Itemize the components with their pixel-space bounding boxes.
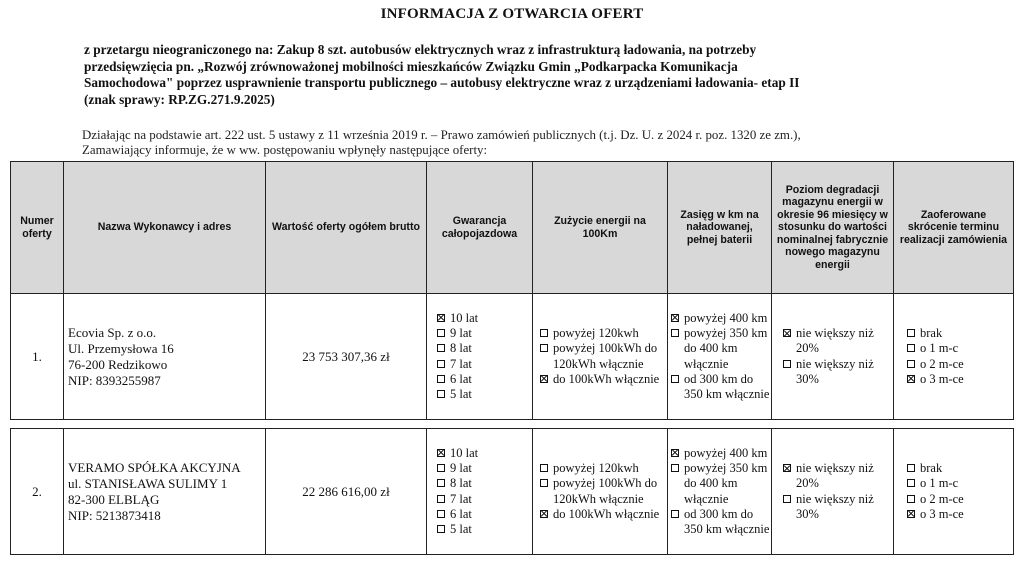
contractor-line: 76-200 Redzikowo [68,356,168,372]
option-label: powyżej 350 km do 400 km włącznie [684,461,768,506]
empty-box-icon [437,525,445,533]
option-label: powyżej 400 km [684,445,768,460]
empty-box-icon [437,390,445,398]
contractor-line: 82-300 ELBLĄG [68,491,160,507]
empty-box-icon [907,360,915,368]
contractor-line: VERAMO SPÓŁKA AKCYJNA [68,459,241,475]
option-item [670,461,771,507]
degradation-options [772,294,894,420]
legal-basis [82,128,982,158]
option-label: nie większy niż 20% [796,326,874,356]
contractor-line: ul. STANISŁAWA SULIMY 1 [68,475,228,491]
column-header-degradation: Poziom degradacji magazynu energii w okresie 96 miesięcy w stosunku do wartości nominalnej fabrycznie nowego magazynu energii [772,162,894,294]
empty-box-icon [437,360,445,368]
option-label: o 1 m-c [920,476,959,491]
option-label: o 3 m-ce [920,506,964,521]
option-item [539,476,667,506]
option-item [436,341,532,356]
checked-box-icon [671,314,679,322]
offer-value: 22 286 616,00 zł [266,429,427,555]
empty-box-icon [907,344,915,352]
empty-box-icon [437,344,445,352]
empty-box-icon [540,329,548,337]
option-item [906,507,1013,522]
empty-box-icon [907,464,915,472]
empty-box-icon [437,329,445,337]
shortening-options [894,294,1014,420]
energy-options [533,429,668,555]
option-item [436,446,532,461]
offers-table [10,161,1014,555]
checked-box-icon [540,375,548,383]
option-label: do 100kWh włącznie [553,371,660,386]
option-item [670,326,771,372]
checked-box-icon [907,510,915,518]
table-row [11,429,1014,555]
tender-description-line: (znak sprawy: RP.ZG.271.9.2025) [84,91,275,107]
option-item [436,522,532,537]
option-item [539,326,667,341]
range-options [668,429,772,555]
option-item [906,357,1013,372]
option-label: brak [920,461,943,476]
empty-box-icon [540,479,548,487]
checked-box-icon [783,464,791,472]
option-label: nie większy niż 30% [796,491,874,521]
option-label: od 300 km do 350 km włącznie [684,371,770,401]
checked-box-icon [437,314,445,322]
checked-box-icon [671,449,679,457]
row-separator-cell [11,420,1014,429]
option-item [436,387,532,402]
option-item [436,357,532,372]
option-label: 5 lat [450,386,472,401]
option-item [539,461,667,476]
tender-description [84,42,940,108]
empty-box-icon [437,464,445,472]
empty-box-icon [671,510,679,518]
option-label: o 3 m-ce [920,371,964,386]
option-item [670,507,771,537]
option-label: 8 lat [450,476,472,491]
option-label: powyżej 120kwh [553,326,639,341]
option-item [782,326,893,356]
tender-description-line: przedsięwzięcia pn. „Rozwój zrównoważonej mobilności mieszkańców Związku Gmin „Podkarpacka Komunikacja [84,58,738,74]
legal-basis-line: Zamawiający informuje, że w ww. postępowaniu wpłynęły następujące oferty: [82,143,488,157]
option-item [906,341,1013,356]
empty-box-icon [540,464,548,472]
option-label: powyżej 350 km do 400 km włącznie [684,326,768,371]
empty-box-icon [783,360,791,368]
column-header-shortening: Zaoferowane skrócenie terminu realizacji zamówienia [894,162,1014,294]
option-item [436,492,532,507]
column-header-name: Nazwa Wykonawcy i adres [64,162,266,294]
document-title: INFORMACJA Z OTWARCIA OFERT [380,6,644,22]
tender-description-line: Samochodowa" poprzez usprawnienie transportu publicznego – autobusy elektryczne wraz z urządzeniami ładowania- etap II [84,75,800,90]
option-label: powyżej 100kWh do 120kWh włącznie [553,341,658,371]
option-label: brak [920,326,943,341]
option-item [906,372,1013,387]
empty-box-icon [437,495,445,503]
empty-box-icon [783,495,791,503]
option-item [906,476,1013,491]
contractor-line: Ecovia Sp. z o.o. [68,324,157,340]
option-label: 6 lat [450,506,472,521]
option-label: powyżej 400 km [684,310,768,325]
option-item [539,507,667,522]
degradation-options [772,429,894,555]
contractor-name-address [64,429,266,555]
checked-box-icon [437,449,445,457]
checked-box-icon [907,375,915,383]
option-label: powyżej 100kWh do 120kWh włącznie [553,476,658,506]
option-item [906,461,1013,476]
empty-box-icon [907,495,915,503]
contractor-name-address [64,294,266,420]
option-item [670,311,771,326]
option-item [436,326,532,341]
option-label: 7 lat [450,356,472,371]
option-item [436,507,532,522]
offer-number: 1. [11,294,64,420]
option-label: 8 lat [450,341,472,356]
option-item [782,492,893,522]
empty-box-icon [671,375,679,383]
contractor-line: Ul. Przemysłowa 16 [68,340,174,356]
option-label: o 1 m-c [920,341,959,356]
shortening-options [894,429,1014,555]
option-item [782,461,893,491]
option-label: 9 lat [450,326,472,341]
option-label: o 2 m-ce [920,356,964,371]
option-label: 7 lat [450,491,472,506]
column-header-number: Numer oferty [11,162,64,294]
option-item [539,372,667,387]
option-item [782,357,893,387]
warranty-options [427,429,533,555]
warranty-options [427,294,533,420]
option-label: 6 lat [450,371,472,386]
contractor-line: NIP: 8393255987 [68,372,161,388]
option-item [670,372,771,402]
checked-box-icon [783,329,791,337]
option-label: o 2 m-ce [920,491,964,506]
option-label: 10 lat [450,445,479,460]
option-item [906,326,1013,341]
offer-number: 2. [11,429,64,555]
option-item [906,492,1013,507]
option-label: od 300 km do 350 km włącznie [684,506,770,536]
option-item [436,476,532,491]
option-label: nie większy niż 30% [796,356,874,386]
empty-box-icon [437,375,445,383]
empty-box-icon [907,479,915,487]
empty-box-icon [437,510,445,518]
option-label: nie większy niż 20% [796,461,874,491]
row-separator [11,420,1014,429]
option-label: 5 lat [450,521,472,536]
offer-value: 23 753 307,36 zł [266,294,427,420]
empty-box-icon [540,344,548,352]
option-item [436,372,532,387]
option-item [539,341,667,371]
legal-basis-line: Działając na podstawie art. 222 ust. 5 ustawy z 11 września 2019 r. – Prawo zamówień publicznych (t.j. Dz. U. z 2024 r. poz. 1320 ze zm.), [82,128,801,142]
option-label: 10 lat [450,310,479,325]
option-item [436,461,532,476]
empty-box-icon [671,329,679,337]
energy-options [533,294,668,420]
column-header-range: Zasięg w km na naładowanej, pełnej baterii [668,162,772,294]
option-label: do 100kWh włącznie [553,506,660,521]
empty-box-icon [671,464,679,472]
range-options [668,294,772,420]
column-header-warranty: Gwarancja całopojazdowa [427,162,533,294]
empty-box-icon [437,479,445,487]
option-item [436,311,532,326]
option-label: powyżej 120kwh [553,461,639,476]
checked-box-icon [540,510,548,518]
option-label: 9 lat [450,461,472,476]
option-item [670,446,771,461]
table-row [11,294,1014,420]
empty-box-icon [907,329,915,337]
contractor-line: NIP: 5213873418 [68,507,161,523]
column-header-energy: Zużycie energii na 100Km [533,162,668,294]
column-header-value: Wartość oferty ogółem brutto [266,162,427,294]
tender-description-line: z przetargu nieograniczonego na: Zakup 8 szt. autobusów elektrycznych wraz z infrastrukturą ładowania, na potrzeby [84,42,757,57]
